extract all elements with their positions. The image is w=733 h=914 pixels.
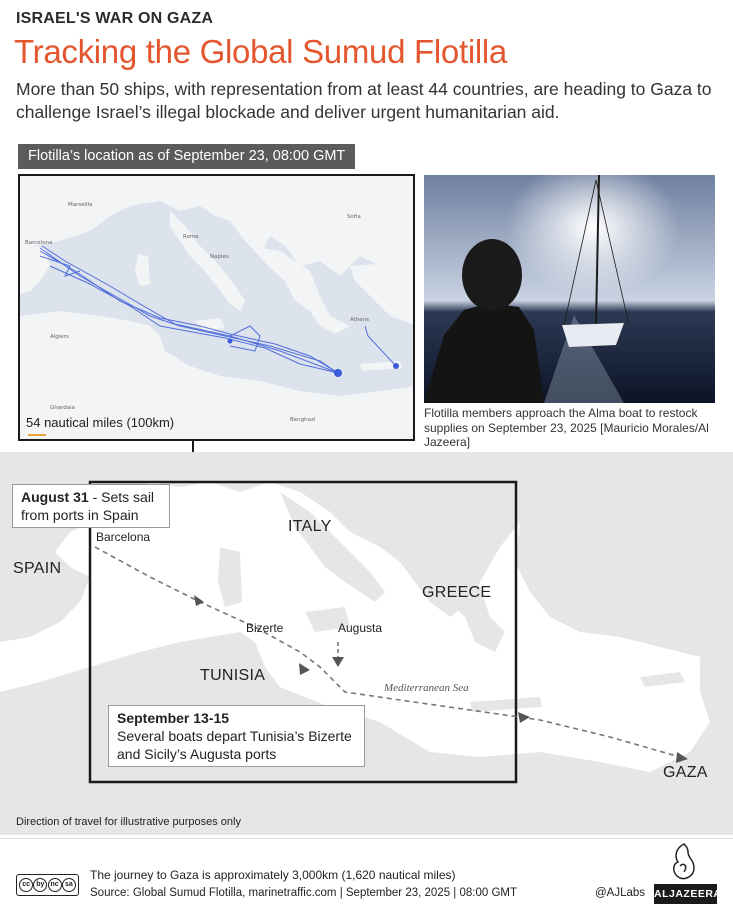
country-label-greece: GREECE	[422, 584, 492, 601]
inset-map-graphic	[20, 176, 415, 441]
city-label-barcelona: Barcelona	[96, 530, 151, 544]
aljazeera-logo-icon	[666, 842, 702, 882]
aljazeera-wordmark: ALJAZEERA	[654, 884, 717, 904]
inset-tracking-map	[18, 174, 415, 441]
country-label-tunisia: TUNISIA	[200, 667, 266, 684]
callout-september	[108, 705, 365, 767]
direction-arrow	[194, 595, 204, 606]
inset-place-label: Algiers	[50, 334, 69, 340]
sa-icon: sa	[62, 878, 76, 892]
dek: More than 50 ships, with representation from at least 44 countries, are heading to Gaza to challenge Israel’s illegal blockade and deliver urgent humanitarian aid.	[16, 79, 712, 122]
destination-label-gaza: GAZA	[663, 764, 708, 781]
source-line: Source: Global Sumud Flotilla, marinetraffic.com | September 23, 2025 | 08:00 GMT	[90, 887, 517, 899]
flotilla-position-marker	[334, 369, 342, 377]
kicker: ISRAEL'S WAR ON GAZA	[16, 10, 214, 27]
footer-divider	[0, 838, 733, 839]
callout-text: Several boats depart Tunisia’s Bizerte and Sicily’s Augusta ports	[117, 728, 352, 762]
city-label-augusta: Augusta	[338, 621, 383, 635]
ajlabs-handle: @AJLabs	[595, 887, 646, 899]
inset-place-label: Barcelona	[25, 240, 53, 246]
nc-icon: nc	[48, 878, 62, 892]
sea-label: Mediterranean Sea	[384, 682, 469, 694]
inset-place-label: Marseille	[68, 202, 93, 208]
location-label: Flotilla’s location as of September 23, 08:00 GMT	[18, 144, 355, 169]
creative-commons-icon	[16, 874, 79, 896]
callout-date: September 13-15	[117, 710, 230, 726]
journey-note: The journey to Gaza is approximately 3,000km (1,620 nautical miles)	[90, 868, 456, 882]
cc-icon: cc	[19, 878, 33, 892]
route-map	[0, 452, 733, 835]
page-title: Tracking the Global Sumud Flotilla	[14, 33, 507, 70]
photo-caption: Flotilla members approach the Alma boat to restock supplies on September 23, 2025 [Mauricio Morales/Al Jazeera]	[424, 406, 709, 449]
scale-bar	[28, 434, 46, 436]
inset-place-label: Athens	[350, 317, 370, 323]
flotilla-photo	[424, 175, 715, 403]
by-icon: by	[33, 878, 47, 892]
country-label-spain: SPAIN	[13, 560, 62, 577]
scale-label: 54 nautical miles (100km)	[26, 415, 175, 430]
inset-place-label: Rome	[183, 234, 199, 240]
callout-text: - Sets sail from ports in Spain	[21, 489, 155, 523]
inset-place-label: Ghardaia	[50, 405, 76, 411]
city-label-bizerte: Bizerte	[246, 621, 284, 635]
callout-august	[12, 484, 170, 528]
inset-place-label: Naples	[210, 254, 229, 260]
country-label-italy: ITALY	[288, 518, 332, 535]
callout-date: August 31	[21, 489, 89, 505]
inset-place-label: Benghazi	[290, 417, 316, 423]
inset-place-label: Sofia	[347, 214, 361, 220]
illustrative-note: Direction of travel for illustrative purposes only	[16, 816, 241, 828]
